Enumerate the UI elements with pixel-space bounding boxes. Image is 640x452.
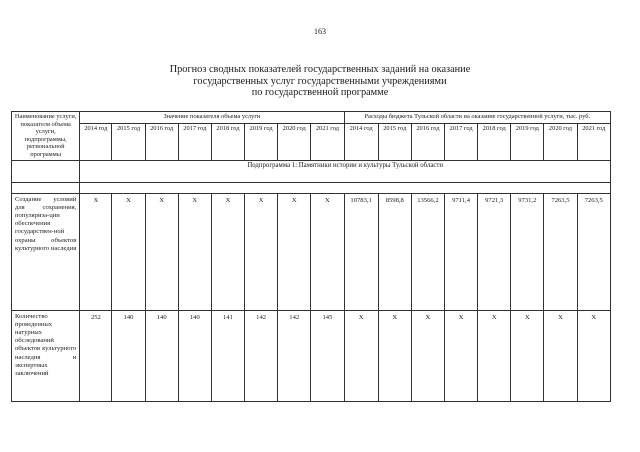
- spacer-row: [12, 182, 611, 193]
- budget-cell: 13566,2: [411, 193, 444, 310]
- budget-cell: X: [577, 310, 610, 401]
- year-header: 2019 год: [511, 123, 544, 160]
- budget-cell: 7263,5: [544, 193, 577, 310]
- volume-cell: 140: [178, 310, 211, 401]
- volume-cell: X: [245, 193, 278, 310]
- budget-cell: 9731,2: [511, 193, 544, 310]
- subprogram-title: Подпрограмма 1: Памятники истории и культуры Тульской области: [80, 160, 611, 182]
- budget-cell: 7263,5: [577, 193, 610, 310]
- volume-cell: 141: [211, 310, 244, 401]
- header-name-column: Наименование услуги, показателя объема услуги, подпрограммы, региональной программы: [12, 112, 80, 161]
- empty-cell: [80, 182, 611, 193]
- subprogram-name-cell: [12, 160, 80, 182]
- budget-cell: 8598,8: [378, 193, 411, 310]
- table-row: [12, 193, 611, 310]
- volume-cell: X: [211, 193, 244, 310]
- page-number: 163: [314, 27, 326, 36]
- volume-cell: 252: [80, 310, 112, 401]
- empty-cell: [12, 182, 80, 193]
- budget-cell: 9711,4: [444, 193, 477, 310]
- budget-cell: X: [344, 310, 378, 401]
- year-header: 2014 год: [344, 123, 378, 160]
- budget-cell: X: [411, 310, 444, 401]
- year-header: 2015 год: [378, 123, 411, 160]
- title-line-1: Прогноз сводных показателей государственных заданий на оказание: [169, 64, 471, 75]
- budget-cell: 9721,3: [478, 193, 511, 310]
- volume-cell: 140: [145, 310, 178, 401]
- volume-cell: X: [80, 193, 112, 310]
- header-volume-group: Значение показателя объема услуги: [80, 112, 344, 124]
- row-label: Создание условий для сохранения, популяриза-ции обеспечения государствен-ной охраны объектов культурного наследия: [12, 193, 80, 310]
- volume-cell: X: [311, 193, 344, 310]
- budget-cell: X: [544, 310, 577, 401]
- volume-cell: 140: [112, 310, 145, 401]
- header-row-years: [12, 123, 611, 160]
- volume-cell: X: [112, 193, 145, 310]
- year-header: 2017 год: [444, 123, 477, 160]
- year-header: 2016 год: [411, 123, 444, 160]
- year-header: 2016 год: [145, 123, 178, 160]
- year-header: 2017 год: [178, 123, 211, 160]
- budget-cell: 10783,1: [344, 193, 378, 310]
- document-title: [100, 64, 540, 99]
- year-header: 2021 год: [577, 123, 610, 160]
- header-budget-group: Расходы бюджета Тульской области на оказание государственной услуги, тыс. руб.: [344, 112, 610, 124]
- volume-cell: 145: [311, 310, 344, 401]
- volume-cell: 142: [278, 310, 311, 401]
- year-header: 2015 год: [112, 123, 145, 160]
- volume-cell: X: [145, 193, 178, 310]
- year-header: 2018 год: [211, 123, 244, 160]
- volume-cell: 142: [245, 310, 278, 401]
- year-header: 2014 год: [80, 123, 112, 160]
- header-row-groups: [12, 112, 611, 124]
- volume-cell: X: [178, 193, 211, 310]
- year-header: 2019 год: [245, 123, 278, 160]
- budget-cell: X: [511, 310, 544, 401]
- budget-cell: X: [378, 310, 411, 401]
- volume-cell: X: [278, 193, 311, 310]
- indicators-table: [11, 111, 611, 402]
- title-line-2: государственных услуг государственными учреждениями: [193, 75, 447, 87]
- year-header: 2020 год: [278, 123, 311, 160]
- year-header: 2021 год: [311, 123, 344, 160]
- budget-cell: X: [444, 310, 477, 401]
- title-line-3: по государственной программе: [251, 87, 389, 98]
- row-label: Количество проведенных натурных обследований объектов культурного наследия и экспертных заключений: [12, 310, 80, 401]
- table-row: [12, 310, 611, 401]
- budget-cell: X: [478, 310, 511, 401]
- year-header: 2018 год: [478, 123, 511, 160]
- year-header: 2020 год: [544, 123, 577, 160]
- subprogram-row: [12, 160, 611, 182]
